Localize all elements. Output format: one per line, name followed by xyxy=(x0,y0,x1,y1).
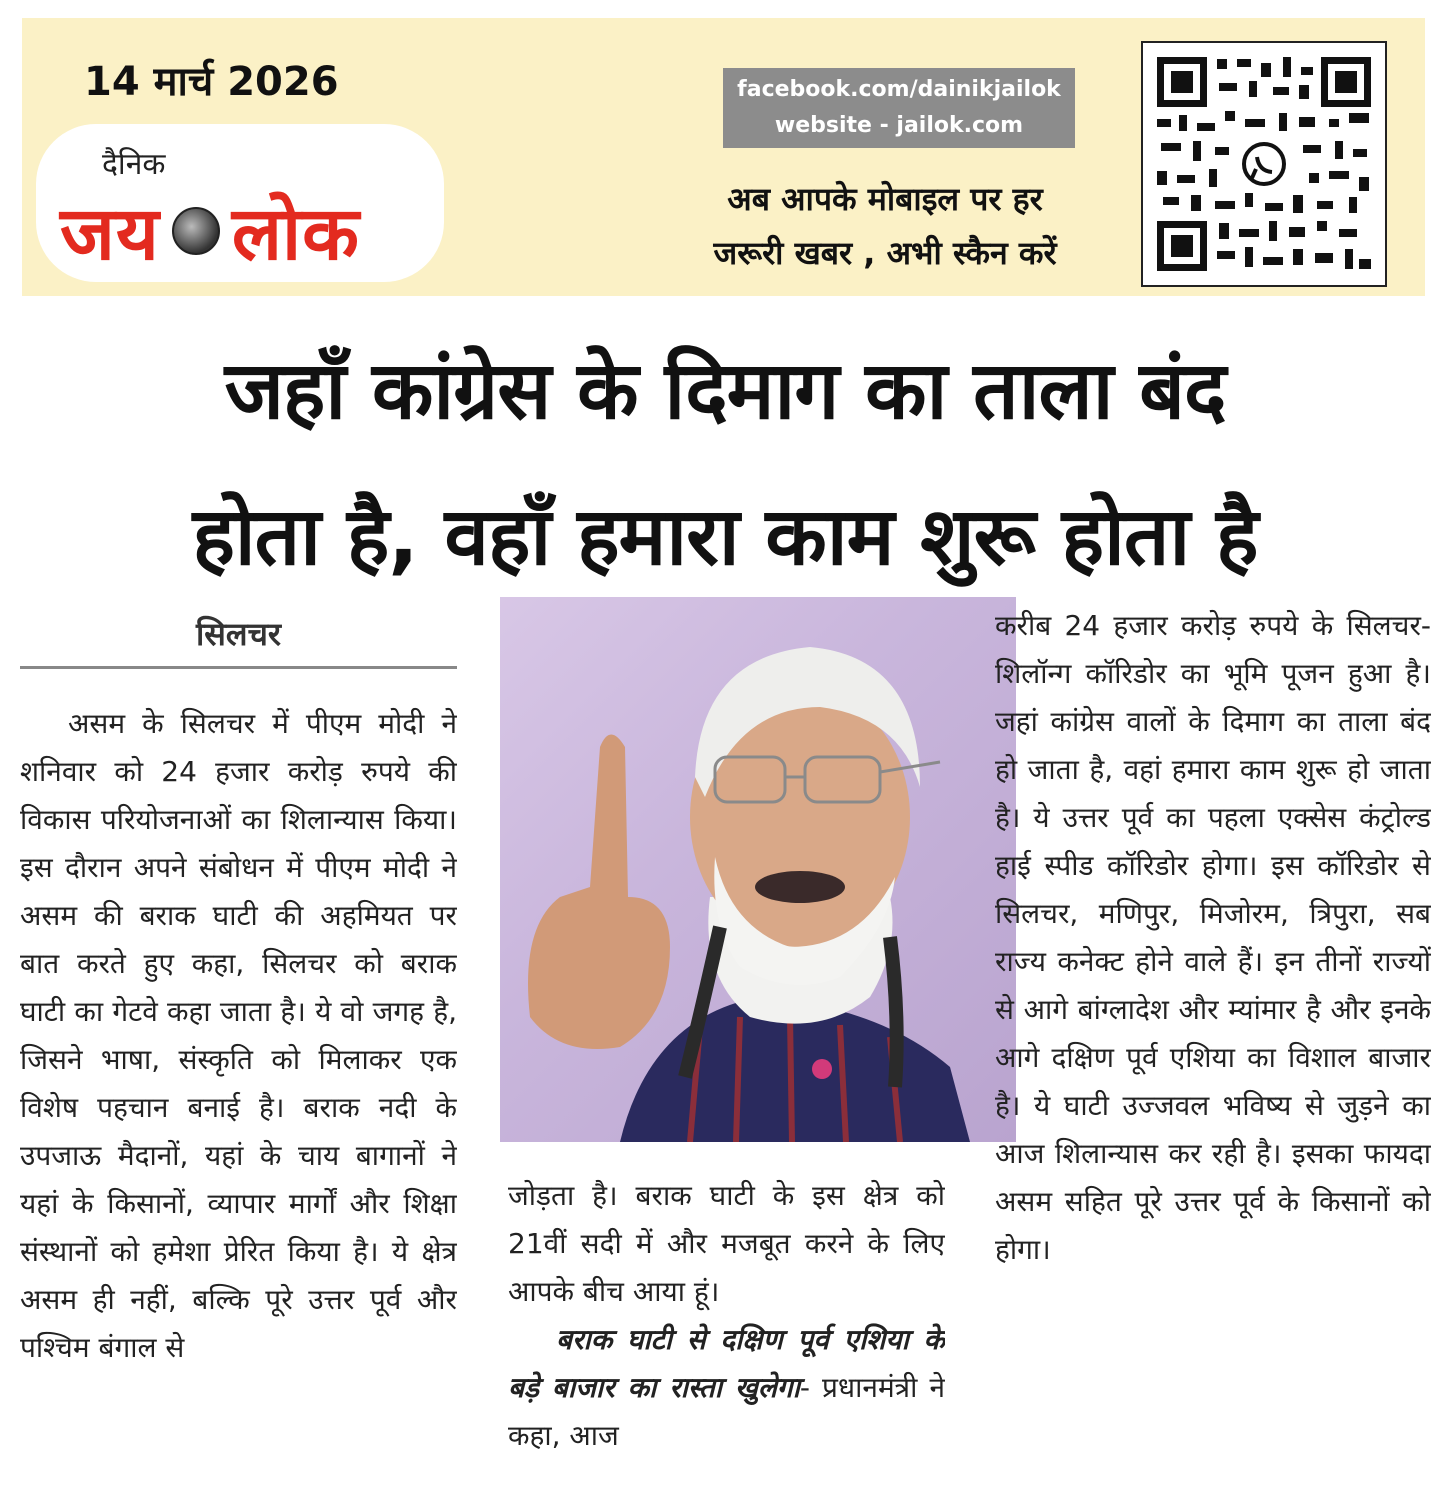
scan-prompt xyxy=(700,172,1070,280)
column-2-continuation: - प्रधानमंत्री ने कहा, आज xyxy=(508,1371,945,1452)
whatsapp-qr-code-icon[interactable] xyxy=(1141,41,1387,287)
article-column-2 xyxy=(508,1172,945,1502)
scan-line-1: अब आपके मोबाइल पर हर xyxy=(727,180,1043,218)
article-column-3: करीब 24 हजार करोड़ रुपये के सिलचर-शिलॉन्ग कॉरिडोर का भूमि पूजन हुआ है। जहां कांग्रेस वालों के दिमाग का ताला बंद हो जाता है, वहां हमारा काम शुरू हो जाता है। ये उत्तर पूर्व का पहला एक्सेस कंट्रोल्ड हाई स्पीड कॉरिडोर होगा। इस कॉरिडोर से सिलचर, मणिपुर, मिजोरम, त्रिपुरा, सब राज्य कनेक्ट होने वाले हैं। इन तीनों राज्यों से आगे बांग्लादेश और म्यांमार है और इनके आगे दक्षिण पूर्व एशिया का विशाल बाजार है। ये घाटी उज्जवल भविष्य से जुड़ने का आज शिलान्यास कर रही है। इसका फायदा असम सहित पूरे उत्तर पूर्व के किसानों को होगा। xyxy=(995,609,1431,1266)
qr-code-graphic xyxy=(1153,53,1375,275)
issue-date: 14 मार्च 2026 xyxy=(84,59,339,105)
facebook-link[interactable]: facebook.com/dainikjailok xyxy=(737,77,1061,102)
headline-line-2: होता है, वहाँ हमारा काम शुरू होता है xyxy=(192,490,1258,583)
speaker-photo-graphic xyxy=(500,597,1016,1142)
headline xyxy=(30,318,1420,610)
news-photo xyxy=(500,597,1016,1142)
subheading: बराक घाटी से दक्षिण पूर्व एशिया के बड़े बाजार का रास्ता खुलेगा xyxy=(508,1323,945,1404)
scan-line-2: जरूरी खबर , अभी स्कैन करें xyxy=(713,234,1057,272)
dateline: सिलचर xyxy=(195,615,282,653)
dateline-rule xyxy=(20,666,457,669)
logo-word-2: लोक xyxy=(231,191,360,277)
logo-small-text: दैनिक xyxy=(102,147,166,182)
column-2-subhead-block xyxy=(508,1316,945,1460)
logo-wordmark xyxy=(60,180,360,281)
column-2-paragraph: जोड़ता है। बराक घाटी के इस क्षेत्र को 21वीं सदी में और मजबूत करने के लिए आपके बीच आया हूं। xyxy=(508,1179,945,1308)
logo-word-1: जय xyxy=(60,191,160,277)
headline-line-1: जहाँ कांग्रेस के दिमाग का ताला बंद xyxy=(224,344,1226,437)
website-link[interactable]: website - jailok.com xyxy=(774,113,1024,138)
globe-icon xyxy=(172,207,220,255)
article-column-1: असम के सिलचर में पीएम मोदी ने शनिवार को 24 हजार करोड़ रुपये की विकास परियोजनाओं का शिलान्यास किया। इस दौरान अपने संबोधन में पीएम मोदी ने असम की बराक घाटी की अहमियत पर बात करते हुए कहा, सिलचर को बराक घाटी का गेटवे कहा जाता है। ये वो जगह है, जिसने भाषा, संस्कृति को मिलाकर एक विशेष पहचान बनाई है। बराक नदी के उपजाऊ मैदानों, यहां के चाय बागानों ने यहां के किसानों, व्यापार मार्गों और शिक्षा संस्थानों को हमेशा प्रेरित किया है। ये क्षेत्र असम ही नहीं, बल्कि पूरे उत्तर पूर्व और पश्चिम बंगाल से xyxy=(20,707,457,1364)
social-links-box xyxy=(723,68,1075,148)
